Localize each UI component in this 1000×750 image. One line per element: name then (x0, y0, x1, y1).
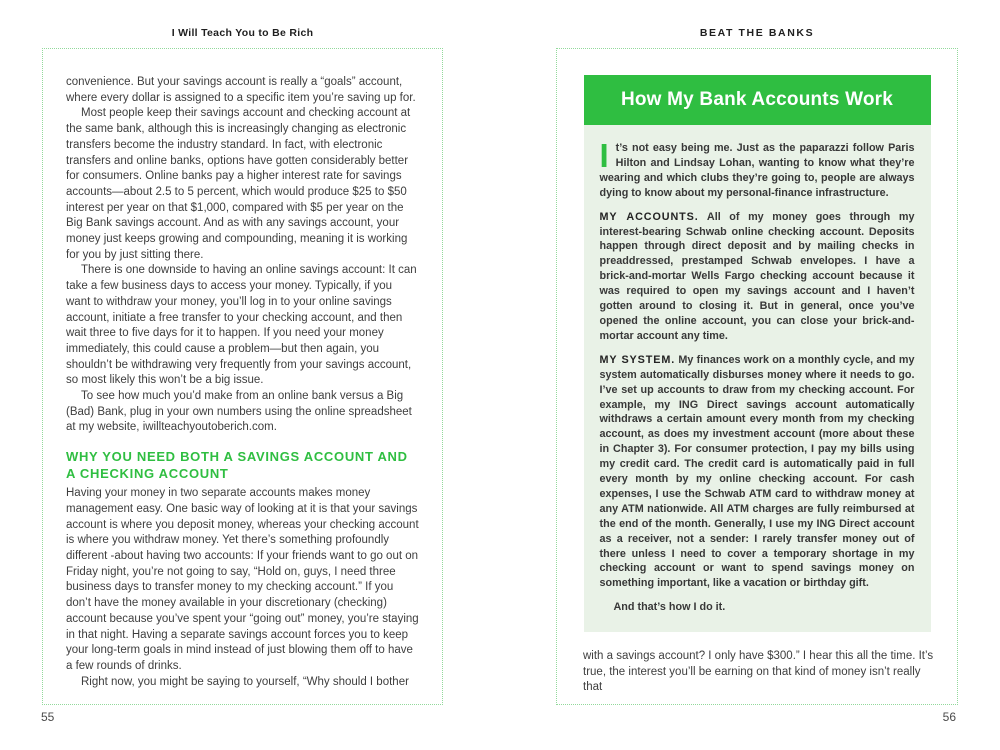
paragraph: There is one downside to having an online savings account: It can take a few business days to access your money. Typically, if you want to withdraw your money, you’ll log in to your online savings account, initiate a free transfer to your checking account, and then wait three to five days for it to happen. If you need your money immediately, this could cause a problem—but then again, you shouldn’t be withdrawing very frequently from your savings account, so most likely this won’t be a big issue. (66, 264, 417, 387)
bank-accounts-callout-box (584, 75, 931, 632)
dropcap-i: I (599, 137, 609, 174)
left-page-body (66, 75, 419, 690)
paragraph: Right now, you might be saying to yourself, “Why should I bother (81, 675, 409, 688)
section-heading: WHY YOU NEED BOTH A SAVINGS ACCOUNT AND A CHECKING ACCOUNT (66, 449, 408, 481)
paragraph: To see how much you’d make from an online bank versus a Big (Bad) Bank, plug in your own numbers using the online spreadsheet at my website, iwillteachyoutoberich.com. (66, 390, 412, 434)
paragraph: convenience. But your savings account is really a “goals” account, where every dollar is assigned to a specific item you’re saving up for. (66, 76, 416, 104)
intro-paragraph (599, 137, 915, 201)
my-accounts-label: MY ACCOUNTS. (599, 210, 699, 223)
left-page (42, 48, 443, 705)
paragraph: Having your money in two separate accounts makes money management easy. One basic way of looking at it is that your savings account is where you deposit money, whereas your checking account is where you withdraw money. Yet there’s something profoundly different -about having two accounts: If your friends want to go out on Friday night, you’re not going to say, “Hold on, guys, I need three business days to transfer money to my checking account.” If you don’t have the money available in your discretionary (checking) account because you’ve spent your “going out” money, you’re staying in that night. Having a separate savings account forces you to keep your long-term goals in mind instead of just blowing them off to have a few rounds of drinks. (66, 487, 419, 672)
right-running-head: BEAT THE BANKS (699, 27, 815, 39)
callout-box-title: How My Bank Accounts Work (584, 75, 931, 125)
page-number-left: 55 (41, 710, 55, 724)
page-number-right: 56 (942, 710, 956, 724)
left-running-head: I Will Teach You to Be Rich (171, 27, 314, 39)
closing-line: And that’s how I do it. (613, 601, 726, 614)
my-system-text: My finances work on a monthly cycle, and my system automatically disburses money where it needs to go. I’ve set up accounts to draw from my checking account. For example, my ING Direct savings account automatically withdraws a certain amount every month from my checking account, as does my investment account (more about these in Chapter 3). For consumer protection, I pay my bills using my credit card. The credit card is automatically paid in full every month by my online checking account. For cash expenses, I use the Schwab ATM card to withdraw money at any ATM nationwide. All ATM charges are fully reimbursed at the end of the month. Generally, I use my ING Direct account as a receiver, not a sender: I rarely transfer money out of there unless I need to cover a temporary shortage in my checking account or want to spend savings money on something important, like a vacation or birthday gift. (599, 353, 915, 590)
my-accounts-paragraph (600, 210, 915, 344)
my-accounts-text: All of my money goes through my interest-bearing Schwab online checking account. Deposits happen through direct deposit and by mailing checks in preaddressed, prestamped Schwab envelopes. I have a brick-and-mortar Wells Fargo checking account because it was required to open my savings account and I haven’t gotten around to closing it. But in general, once you’ve opened the online account, you can close your brick-and-mortar account any time. (599, 210, 915, 342)
paragraph: Most people keep their savings account and checking account at the same bank, although this is increasingly changing as electronic transfers become the industry standard. In fact, with electronic transfers and online banks, options have gotten considerably better for consumers. Online banks pay a higher interest rate for savings accounts—about 2.5 to 5 percent, which would produce $25 to $50 interest per year on that $1,000, compared with $5 per year on the Big Bank savings account. And as with any savings account, your money just keeps growing and compounding, meaning it is working for you by just sitting there. (66, 107, 411, 261)
callout-box-body (584, 125, 931, 632)
intro-text: t’s not easy being me. Just as the paparazzi follow Paris Hilton and Lindsay Lohan, wanting to know what they’re wearing and which clubs they’re going to, people are always dying to know about my personal-finance infrastructure. (599, 142, 915, 199)
right-page (556, 48, 958, 705)
my-system-paragraph (600, 353, 915, 592)
my-system-label: MY SYSTEM. (599, 353, 676, 366)
after-box-paragraph: with a savings account? I only have $300.” I hear this all the time. It’s true, the interest you’ll be earning on that kind of money isn’t really that (583, 650, 934, 694)
